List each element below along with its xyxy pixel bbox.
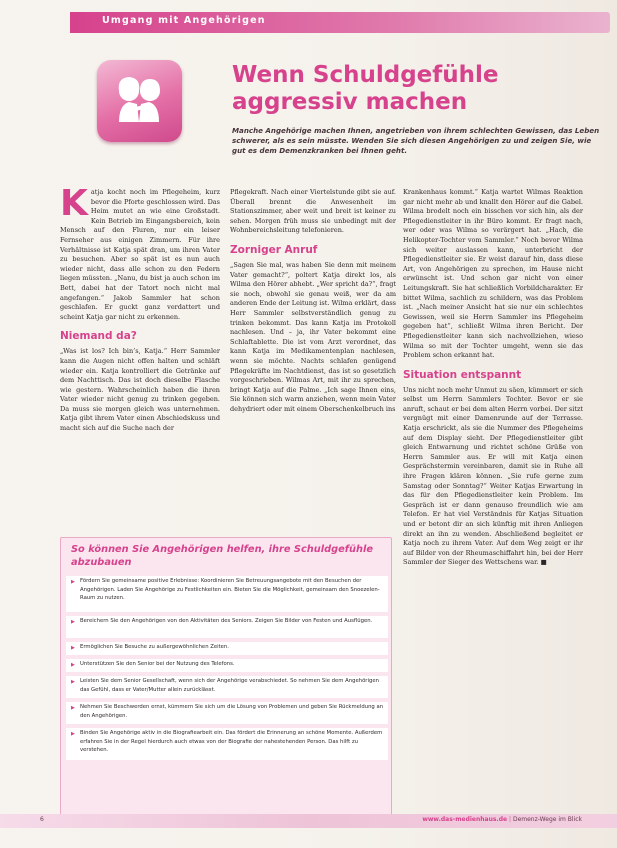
- two-people-icon: [97, 60, 182, 142]
- tip-text: Unterstützen Sie den Senior bei der Nutzung des Telefons.: [80, 661, 235, 667]
- drop-cap: K: [60, 183, 88, 224]
- triangle-bullet-icon: ▶: [71, 619, 75, 625]
- tip-item: [66, 616, 388, 638]
- tip-item: [66, 642, 388, 655]
- paragraph: „Sagen Sie mal, was haben Sie denn mit meinem Vater gemacht?“, poltert Katja direkt los, als Wilma den Hörer abhebt. „Wer spricht da?“, fragt sie noch, obwohl sie genau weiß, wer da am anderen Ende der Leitung ist. Wilma erklärt, dass Herr Sammler selbstverständlich genug zu trinken bekommt. Das kann Katja im Protokoll nachlesen. Und – ja, ihr Vater bekommt eine Schlaftablette. Die ist vom Arzt verordnet, das kann Katja im Medikamentenplan nachlesen, wenn sie möchte. Nachts schlafen genügend Pflegekräfte im Nachtdienst, das ist so gesetzlich vorgeschrieben. Wilmas Art, mit ihr zu sprechen, bringt Katja auf die Palme. „Ich sage Ihnen eins, Sie können sich warm anziehen, wenn mein Vater dehydriert oder mit einem Oberschenkelbruch ins: [230, 260, 396, 413]
- publication-name: Demenz-Wege im Blick: [512, 816, 582, 823]
- tip-text: Nehmen Sie Beschwerden ernst, kümmern Sie sich um die Lösung von Problemen und geben Sie Rückmeldung an den Angehörigen.: [80, 704, 384, 719]
- footer-separator: |: [509, 816, 512, 823]
- triangle-bullet-icon: ▶: [71, 579, 75, 585]
- tips-box: [60, 537, 392, 827]
- two-people-icon-graphic: [97, 60, 182, 142]
- subheading: Zorniger Anruf: [230, 243, 318, 256]
- section-label: Umgang mit Angehörigen: [102, 15, 266, 26]
- paragraph: Pflegekraft. Nach einer Viertelstunde gibt sie auf. Überall brennt die Anwesenheit im Stationszimmer, aber weit und breit ist keiner zu sehen. Morgen früh muss sie unbedingt mit der Wohnbereichsleitung telefonieren.: [230, 188, 396, 235]
- article-column-1: [60, 183, 220, 436]
- triangle-bullet-icon: ▶: [71, 662, 75, 668]
- article-column-2: [230, 188, 396, 416]
- subheading: Situation entspannt: [403, 368, 522, 381]
- tip-item: [66, 659, 388, 672]
- triangle-bullet-icon: ▶: [71, 705, 75, 711]
- article-column-3: [403, 188, 583, 570]
- title-line-1: Wenn Schuldgefühle: [232, 62, 499, 88]
- paragraph: Uns nicht noch mehr Unmut zu säen, kümmert er sich selbst um Herrn Sammlers Tochter. Bevor er sie anruft, schaut er bei dem alten Herrn vorbei. Der sitzt vergnügt mit einer Damenrunde auf der Terrasse. Katja erschrickt, als sie die Nummer des Pflegeheims auf dem Display sieht. Der Pflegedienstleiter gibt gleich Entwarnung und richtet schöne Grüße von Herrn Sammler aus. Er will mit Katja einen Gesprächstermin vereinbaren, damit sie in Ruhe all ihre Fragen klären können. „Sie rufe gerne zum Samstag oder Sonntag?“ Weiter Katjas Erwartung in das für den Pflegedienstleiter kein Problem. Im Gespräch ist er dann genauso freundlich wie am Telefon. Er hat viel Verständnis für Katjas Situation und er betont dir an sich künftig mit ihren Anliegen direkt an ihn zu wenden. Abschließend begleitet er Katja noch zu ihrem Vater. Auf dem Weg zeigt er ihr auf Bilder von der Rheumaschiffahrt hin, bei der Herr Sammler der Sieger des Wettschens war. ■: [403, 385, 583, 567]
- tip-item: [66, 576, 388, 612]
- tips-box-title: So können Sie Angehörigen helfen, ihre Schuldgefühle abzubauen: [71, 544, 373, 568]
- tip-item: [66, 728, 388, 760]
- tip-text: Leisten Sie dem Senior Gesellschaft, wenn sich der Angehörige verabschiedet. So nehmen Sie dem Angehörigen das Gefühl, dass er Vater/Mutter allein zurücklässt.: [80, 678, 379, 693]
- footer-credits: [422, 816, 582, 823]
- paragraph: „Was ist los? Ich bin’s, Katja.“ Herr Sammler kann die Augen nicht offen halten und schläft wieder ein. Katja kontrolliert die Getränke auf dem Nachttisch. Das ist doch dieselbe Flasche wie gestern. Wahrscheinlich haben die ihren Vater wieder nicht genug zu trinken gegeben. Da muss sie morgen gleich was unternehmen. Katja gibt ihrem Vater einen Abschiedskuss und macht sich auf die Suche nach der: [60, 347, 220, 433]
- tip-text: Ermöglichen Sie Besuche zu außergewöhnlichen Zeiten.: [80, 644, 229, 650]
- tip-item: [66, 676, 388, 698]
- paragraph: [60, 183, 220, 322]
- subheading: Niemand da?: [60, 330, 137, 343]
- tip-text: Fördern Sie gemeinsame positive Erlebnisse: Koordinieren Sie Betreuungsangebote mit den Besuchen der Angehörigen. Laden Sie Angehörige zu Festlichkeiten ein. Bieten Sie die Möglichkeit, gemeinsam den Snoezelen-Raum zu nutzen.: [80, 578, 380, 602]
- paragraph-text: atja kocht noch im Pflegeheim, kurz bevor die Pforte geschlossen wird. Das Heim mutet an wie eine Großstadt. Kein Betrieb im Eingangsbereich, kein Mensch auf den Fluren, nur ein leiser Fernseher aus einigen Zimmern. Für ihre Verhältnisse ist Katja spät dran, um ihren Vater zu besuchen. Aber so spät ist es nun auch wieder nicht, dass alle schon zu den Federn liegen müssten. „Nanu, du bist ja auch schon im Bett, dabei hat der Tatort noch nicht mal angefangen.“ Jakob Sammler hat schon geschlafen. Er guckt ganz verdattert und scheint Katja gar nicht zu erkennen.: [60, 188, 220, 321]
- page-number: 6: [40, 816, 44, 823]
- title-line-2: aggressiv machen: [232, 89, 468, 115]
- triangle-bullet-icon: ▶: [71, 645, 75, 651]
- triangle-bullet-icon: ▶: [71, 679, 75, 685]
- paragraph: Krankenhaus kommt.“ Katja wartet Wilmas Reaktion gar nicht mehr ab und knallt den Hörer auf die Gabel. Wilma brodelt noch ein bisschen vor sich hin, als der Pflegedienstleiter in ihr Büro kommt. Er fragt nach, wer oder was Wilma so verärgert hat. „Hach, die Helikopter-Tochter vom Sammler.“ Noch bevor Wilma sich weiter auslassen kann, unterbricht der Pflegedienstleiter sie. Er weist darauf hin, dass diese Art, von Angehörigen zu sprechen, im Hause nicht erwünscht ist. Und schon gar nicht von einer Leitungskraft. Sie hat schließlich Vorbildcharakter. Er bittet Wilma, sachlich zu schildern, was das Problem ist. „Nach meiner Ansicht hat sie nur ein schlechtes Gewissen, weil sie Herrn Sammler ins Pflegeheim gegeben hat“, schließt Wilma ihren Bericht. Der Pflegedienstleiter kann sich nachvollziehen, wieso Wilma so mit der Tochter umgeht, wenn sie das Problem schon erkannt hat.: [403, 188, 583, 360]
- tip-text: Bereichern Sie den Angehörigen von den Aktivitäten des Seniors. Zeigen Sie Bilder von Festen und Ausflügen.: [80, 618, 373, 624]
- triangle-bullet-icon: ▶: [71, 731, 75, 737]
- article-intro: Manche Angehörige machen Ihnen, angetrieben von ihrem schlechten Gewissen, das Leben schwerer, als es sein müsste. Wenden Sie sich diesen Angehörigen zu und zeigen Sie, wie gut es dem Demenzkranken bei Ihnen geht.: [232, 126, 600, 155]
- tip-item: [66, 702, 388, 724]
- website-link[interactable]: www.das-medienhaus.de: [422, 816, 508, 823]
- tip-text: Binden Sie Angehörige aktiv in die Biografiearbeit ein. Das fördert die Erinnerung an schöne Momente. Außerdem erfahren Sie in der Regel hierdurch auch etwas von der Biografie der nahestehenden Person. Das hilft zu verstehen.: [80, 730, 383, 754]
- article-title: [232, 62, 592, 116]
